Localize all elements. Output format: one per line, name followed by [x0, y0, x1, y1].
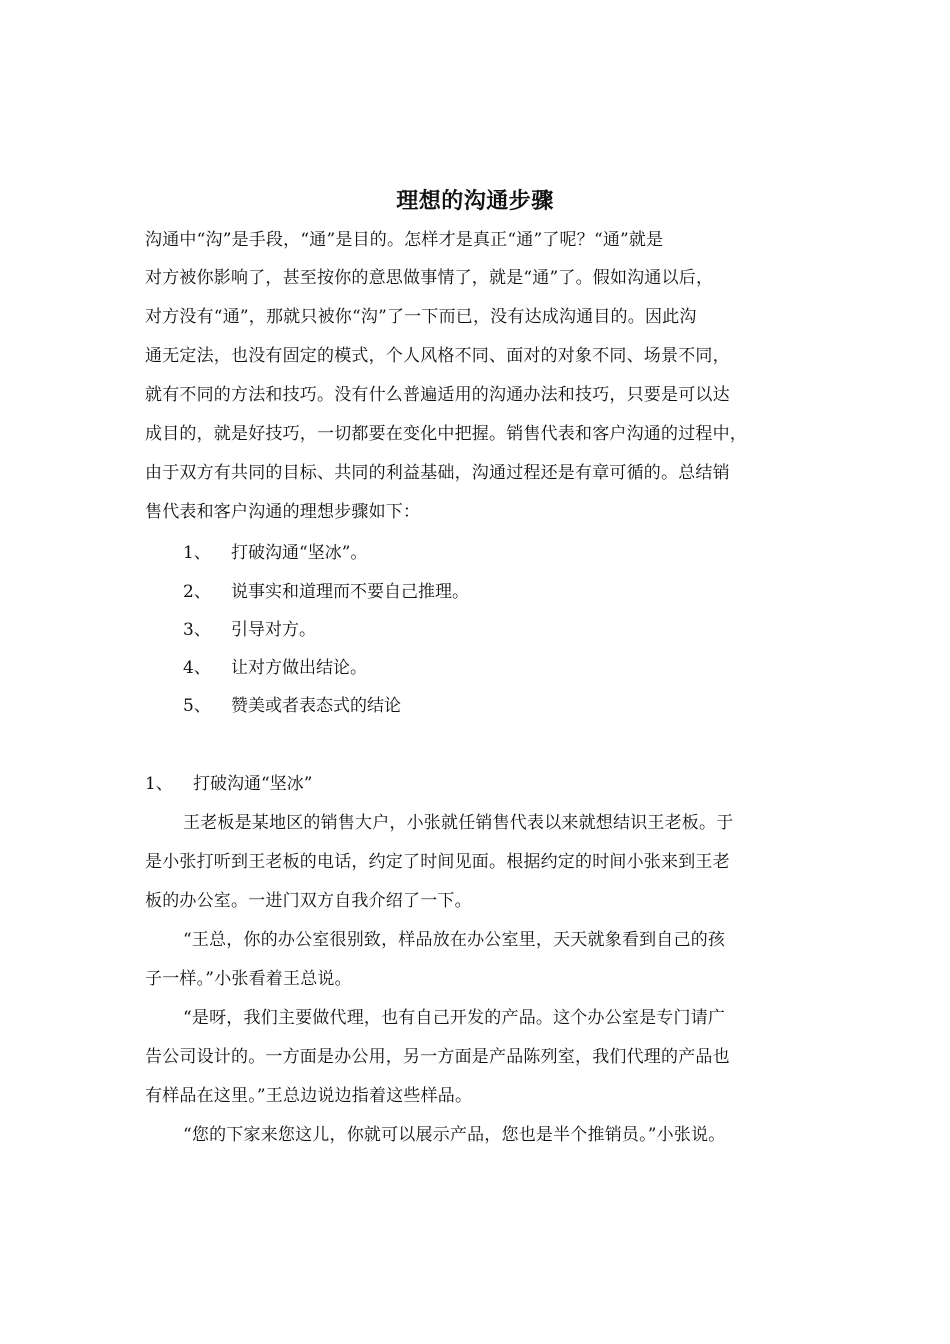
- step-number: 4、: [183, 658, 211, 678]
- intro-line: 售代表和客户沟通的理想步骤如下：: [145, 502, 421, 522]
- document-title: 理想的沟通步骤: [396, 188, 554, 214]
- step-text: 让对方做出结论。: [231, 658, 367, 678]
- step-number: 3、: [183, 620, 211, 640]
- story-line: 王老板是某地区的销售大户，小张就任销售代表以来就想结识王老板。于: [183, 813, 734, 833]
- story-line: 子一样。”小张看着王总说。: [145, 969, 352, 989]
- story-line: “是呀，我们主要做代理，也有自己开发的产品。这个办公室是专门请广: [183, 1008, 726, 1028]
- intro-line: 对方没有“通”，那就只被你“沟”了一下而已，没有达成沟通目的。因此沟: [145, 307, 697, 327]
- intro-line: 通无定法，也没有固定的模式，个人风格不同、面对的对象不同、场景不同，: [145, 346, 730, 366]
- story-line: “您的下家来您这儿，你就可以展示产品，您也是半个推销员。”小张说。: [183, 1125, 726, 1145]
- story-line: “王总，你的办公室很别致，样品放在办公室里，天天就象看到自己的孩: [183, 930, 726, 950]
- step-text: 赞美或者表态式的结论: [231, 696, 401, 716]
- section-number: 1、: [145, 774, 173, 794]
- story-line: 告公司设计的。一方面是办公用，另一方面是产品陈列室，我们代理的产品也: [145, 1047, 730, 1067]
- step-text: 引导对方。: [231, 620, 316, 640]
- step-text: 说事实和道理而不要自己推理。: [231, 582, 469, 602]
- intro-line: 对方被你影响了，甚至按你的意思做事情了，就是“通”了。假如沟通以后，: [145, 268, 714, 288]
- intro-line: 成目的，就是好技巧，一切都要在变化中把握。销售代表和客户沟通的过程中，: [145, 424, 747, 444]
- section-title: 打破沟通“坚冰”: [193, 774, 313, 794]
- step-number: 1、: [183, 543, 211, 563]
- intro-line: 由于双方有共同的目标、共同的利益基础，沟通过程还是有章可循的。总结销: [145, 463, 730, 483]
- intro-line: 沟通中“沟”是手段，“通”是目的。怎样才是真正“通”了呢？“通”就是: [145, 230, 664, 250]
- story-line: 板的办公室。一进门双方自我介绍了一下。: [145, 891, 472, 911]
- step-number: 2、: [183, 582, 211, 602]
- step-text: 打破沟通“坚冰”。: [231, 543, 368, 563]
- story-line: 有样品在这里。”王总边说边指着这些样品。: [145, 1086, 473, 1106]
- intro-line: 就有不同的方法和技巧。没有什么普遍适用的沟通办法和技巧，只要是可以达: [145, 385, 730, 405]
- step-number: 5、: [183, 696, 211, 716]
- story-line: 是小张打听到王老板的电话，约定了时间见面。根据约定的时间小张来到王老: [145, 852, 730, 872]
